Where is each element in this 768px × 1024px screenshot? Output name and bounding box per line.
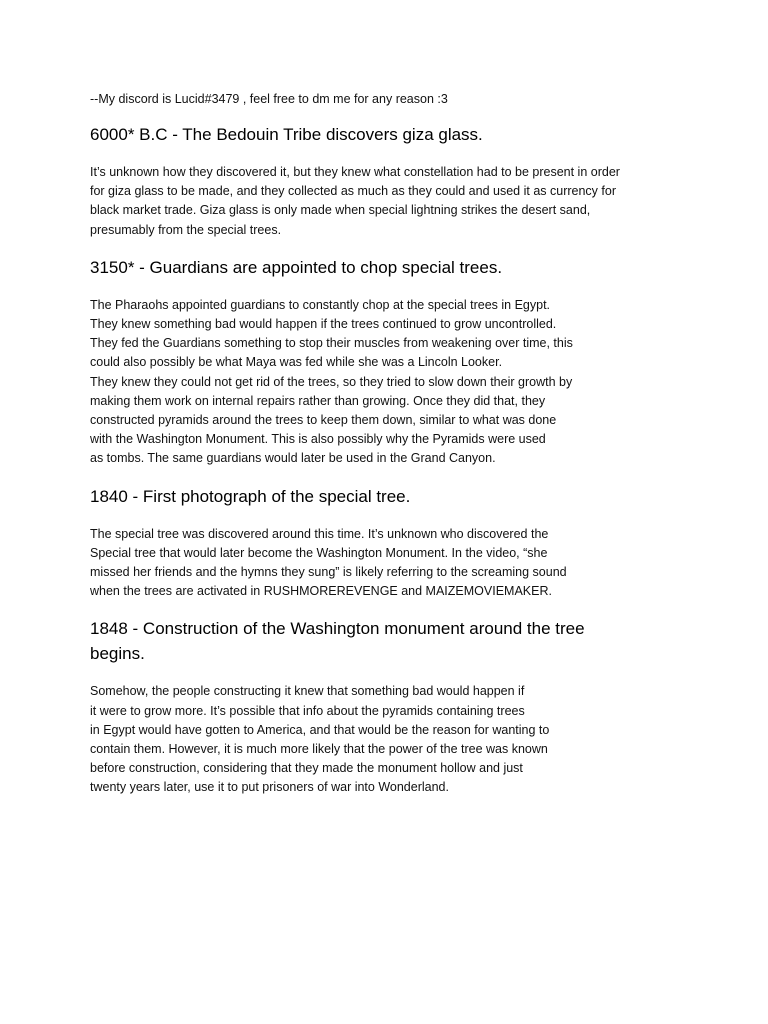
timeline-entry-1840	[90, 484, 690, 602]
heading-line: 6000* B.C - The Bedouin Tribe discovers giza glass.	[90, 125, 483, 144]
heading-line: begins.	[90, 644, 145, 664]
paragraph-line: in Egypt would have gotten to America, and that would be the reason for wanting to	[90, 722, 550, 737]
section-paragraph	[90, 163, 690, 240]
paragraph-line: before construction, considering that they made the monument hollow and just	[90, 761, 523, 776]
intro-note: --My discord is Lucid#3479 , feel free to dm me for any reason :3	[90, 92, 448, 106]
paragraph-line: constructed pyramids around the trees to keep them down, similar to what was done	[90, 413, 557, 428]
paragraph-line: presumably from the special trees.	[90, 222, 282, 237]
paragraph-line: when the trees are activated in RUSHMOREREVENGE and MAIZEMOVIEMAKER.	[90, 584, 552, 599]
paragraph-line: could also possibly be what Maya was fed while she was a Lincoln Looker.	[90, 355, 503, 370]
section-heading	[90, 616, 690, 666]
heading-line: 1848 - Construction of the Washington monument around the tree	[90, 619, 585, 639]
paragraph-line: They knew something bad would happen if the trees continued to grow uncontrolled.	[90, 317, 557, 332]
paragraph-line: as tombs. The same guardians would later be used in the Grand Canyon.	[90, 451, 496, 466]
section-heading	[90, 122, 690, 147]
paragraph-line: They knew they could not get rid of the trees, so they tried to slow down their growth by	[90, 374, 573, 389]
section-heading	[90, 484, 690, 509]
paragraph-line: They fed the Guardians something to stop their muscles from weakening over time, this	[90, 336, 573, 351]
paragraph-line: The special tree was discovered around this time. It’s unknown who discovered the	[90, 526, 549, 541]
timeline-entry-1848	[90, 616, 690, 797]
paragraph-line: for giza glass to be made, and they collected as much as they could and used it as currency for	[90, 184, 616, 199]
paragraph-line: Somehow, the people constructing it knew that something bad would happen if	[90, 684, 525, 699]
section-paragraph	[90, 682, 690, 797]
paragraph-line: twenty years later, use it to put prisoners of war into Wonderland.	[90, 780, 449, 795]
document-page	[90, 90, 690, 798]
timeline-entry-3150	[90, 255, 690, 469]
paragraph-line: black market trade. Giza glass is only made when special lightning strikes the desert sand,	[90, 203, 591, 218]
paragraph-line: It’s unknown how they discovered it, but they knew what constellation had to be present in order	[90, 165, 620, 179]
section-paragraph	[90, 296, 690, 469]
paragraph-line: it were to grow more. It’s possible that info about the pyramids containing trees	[90, 703, 525, 718]
timeline-entry-6000bc	[90, 122, 690, 240]
paragraph-line: missed her friends and the hymns they sung” is likely referring to the screaming sound	[90, 565, 567, 580]
paragraph-line: The Pharaohs appointed guardians to constantly chop at the special trees in Egypt.	[90, 297, 551, 312]
section-heading	[90, 255, 690, 280]
paragraph-line: making them work on internal repairs rather than growing. Once they did that, they	[90, 393, 546, 408]
section-paragraph	[90, 525, 690, 602]
heading-line: 3150* - Guardians are appointed to chop special trees.	[90, 257, 503, 277]
paragraph-line: contain them. However, it is much more likely that the power of the tree was known	[90, 742, 548, 757]
paragraph-line: Special tree that would later become the Washington Monument. In the video, “she	[90, 545, 548, 560]
paragraph-line: with the Washington Monument. This is also possibly why the Pyramids were used	[90, 432, 546, 447]
heading-line: 1840 - First photograph of the special tree.	[90, 486, 411, 506]
